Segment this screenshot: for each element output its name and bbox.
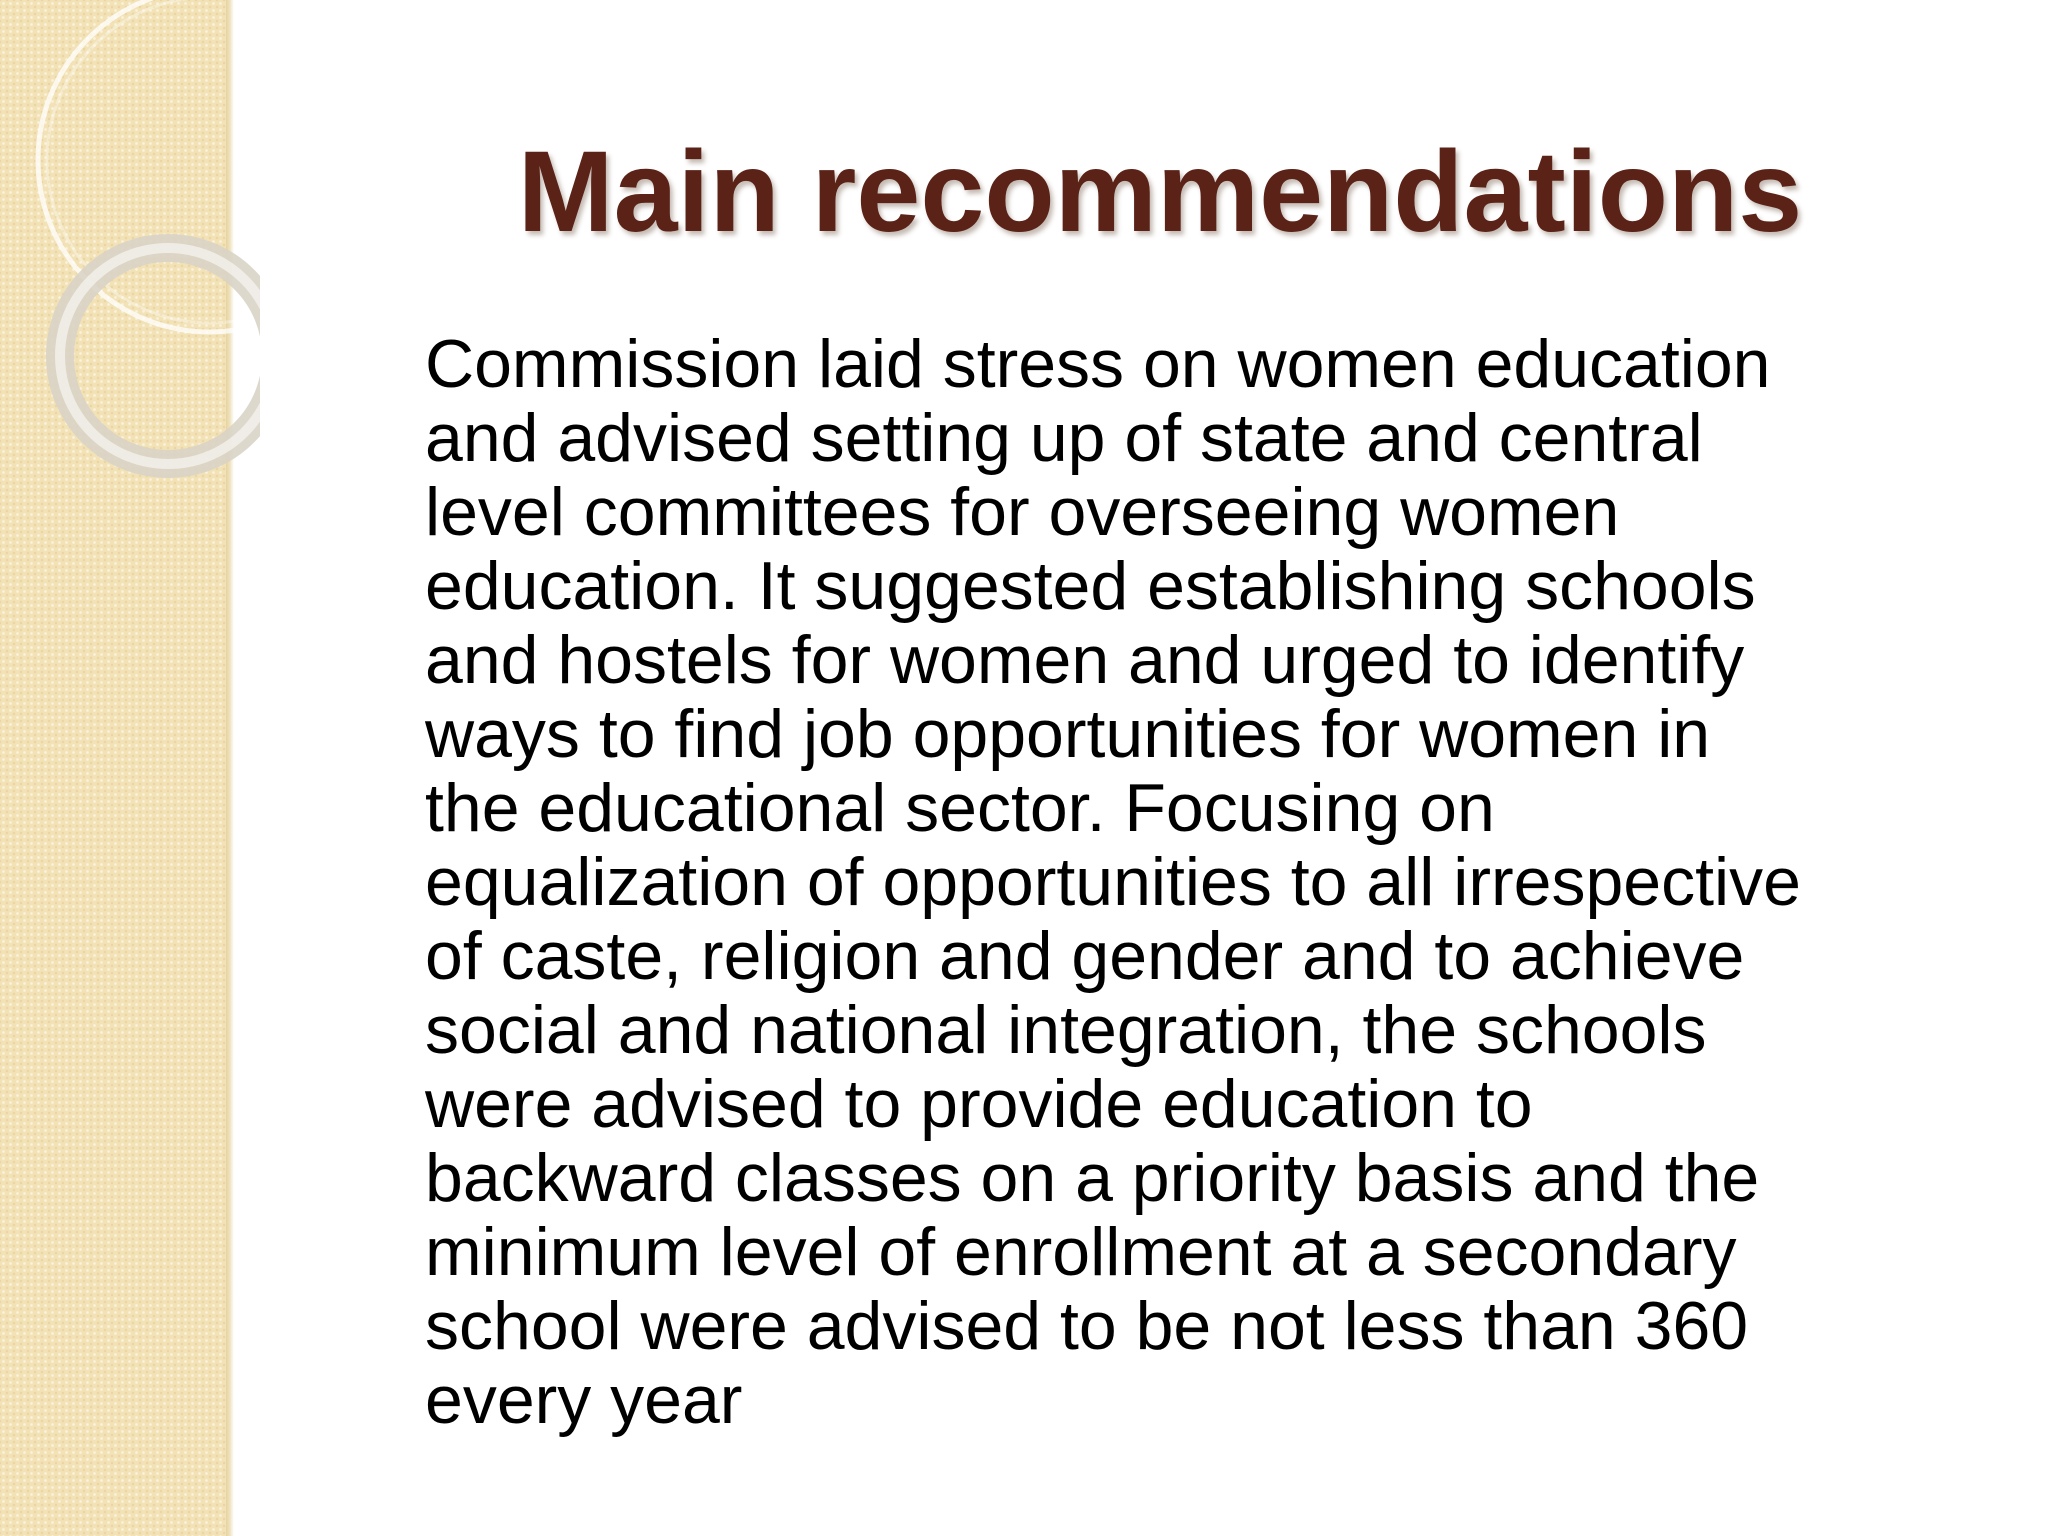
body-line: the educational sector. Focusing on bbox=[425, 770, 1495, 846]
body-line: and advised setting up of state and central bbox=[425, 400, 1703, 476]
body-paragraph bbox=[425, 327, 2035, 1437]
body-line: were advised to provide education to bbox=[425, 1066, 1533, 1142]
slide-title: Main recommendations bbox=[517, 128, 1803, 256]
body-line: social and national integration, the schools bbox=[425, 992, 1707, 1068]
body-line: ways to find job opportunities for women in bbox=[425, 696, 1711, 772]
body-line: minimum level of enrollment at a secondary bbox=[425, 1214, 1737, 1290]
body-line: every year bbox=[425, 1362, 743, 1438]
body-line: backward classes on a priority basis and the bbox=[425, 1140, 1760, 1216]
body-line: education. It suggested establishing schools bbox=[425, 548, 1756, 624]
body-line: level committees for overseeing women bbox=[425, 474, 1620, 550]
body-line: equalization of opportunities to all irrespective bbox=[425, 844, 1801, 920]
decorative-circles bbox=[0, 0, 260, 520]
body-line: of caste, religion and gender and to achieve bbox=[425, 918, 1745, 994]
body-line: Commission laid stress on women education bbox=[425, 326, 1771, 402]
body-line: school were advised to be not less than 360 bbox=[425, 1288, 1749, 1364]
body-line: and hostels for women and urged to identify bbox=[425, 622, 1745, 698]
